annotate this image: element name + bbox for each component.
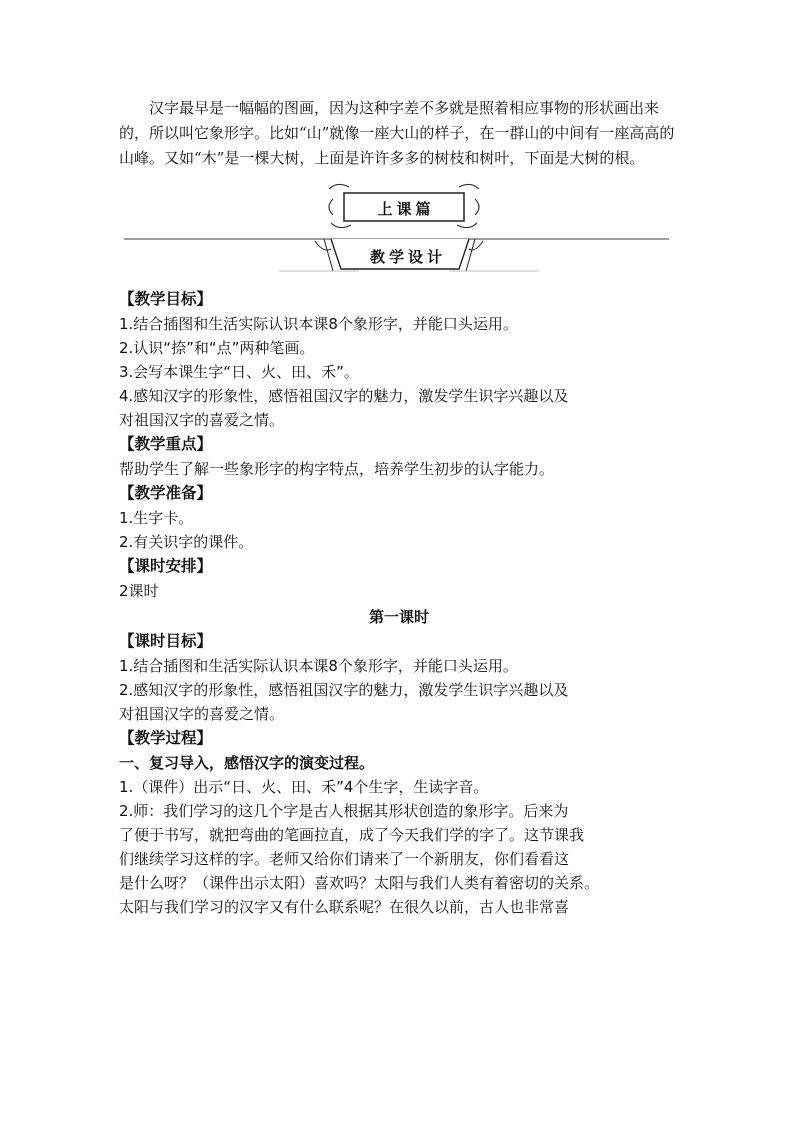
text-line: 2课时	[119, 582, 159, 600]
text-line: 2.有关识字的课件。	[119, 533, 254, 551]
intro-paragraph	[119, 96, 679, 171]
step-heading: 一、复习导入，感悟汉字的演变过程。	[119, 754, 375, 772]
section-heading: 【教学准备】	[119, 484, 213, 502]
intro-text: 汉字最早是一幅幅的图画，因为这种字差不多就是照着相应事物的形状画出来的，所以叫它象形字。比如“山”就像一座大山的样子，在一群山的中间有一座高高的山峰。又如“木”是一棵大树，上面是许许多多的树枝和树叶，下面是大树的根。	[119, 99, 675, 167]
text-line: 2.感知汉字的形象性，感悟祖国汉字的魅力，激发学生识字兴趣以及	[119, 681, 569, 699]
lesson-period-title: 第一课时	[368, 608, 429, 626]
text-line: 们继续学习这样的字。老师又给你们请来了一个新朋友，你们看看这	[119, 850, 570, 868]
section-heading: 【教学过程】	[119, 729, 213, 747]
section-heading: 【课时安排】	[119, 557, 213, 575]
document-page	[119, 96, 679, 919]
text-line: 1.（课件）出示“日、火、田、禾”4个生字，生读字音。	[119, 778, 489, 796]
text-line: 对祖国汉字的喜爱之情。	[119, 411, 285, 429]
lesson-body	[119, 287, 679, 919]
text-line: 是什么呀？（课件出示太阳）喜欢吗？太阳与我们人类有着密切的关系。	[119, 874, 600, 892]
banner-title-bottom: 教学设计	[369, 248, 446, 266]
section-heading: 【教学目标】	[119, 290, 213, 308]
text-line: 帮助学生了解一些象形字的构字特点，培养学生初步的认字能力。	[119, 460, 555, 478]
section-heading: 【课时目标】	[119, 632, 213, 650]
text-line: 1.结合插图和生活实际认识本课8个象形字，并能口头运用。	[119, 315, 518, 333]
text-line: 4.感知汉字的形象性，感悟祖国汉字的魅力，激发学生识字兴趣以及	[119, 387, 569, 405]
text-line: 1.结合插图和生活实际认识本课8个象形字，并能口头运用。	[119, 657, 518, 675]
banner-title-top: 上课篇	[377, 200, 435, 218]
text-line: 3.会写本课生字“日、火、田、禾”。	[119, 363, 359, 381]
text-line: 2.师：我们学习的这几个字是古人根据其形状创造的象形字。后来为	[119, 802, 569, 820]
section-banner	[119, 179, 679, 275]
text-line: 了便于书写，就把弯曲的笔画拉直，成了今天我们学的字了。这节课我	[119, 826, 585, 844]
section-heading: 【教学重点】	[119, 435, 213, 453]
text-line: 2.认识“捺”和“点”两种笔画。	[119, 339, 315, 357]
text-line: 1.生字卡。	[119, 509, 194, 527]
text-line: 对祖国汉字的喜爱之情。	[119, 705, 285, 723]
text-line: 太阳与我们学习的汉字又有什么联系呢？在很久以前，古人也非常喜	[119, 898, 570, 916]
